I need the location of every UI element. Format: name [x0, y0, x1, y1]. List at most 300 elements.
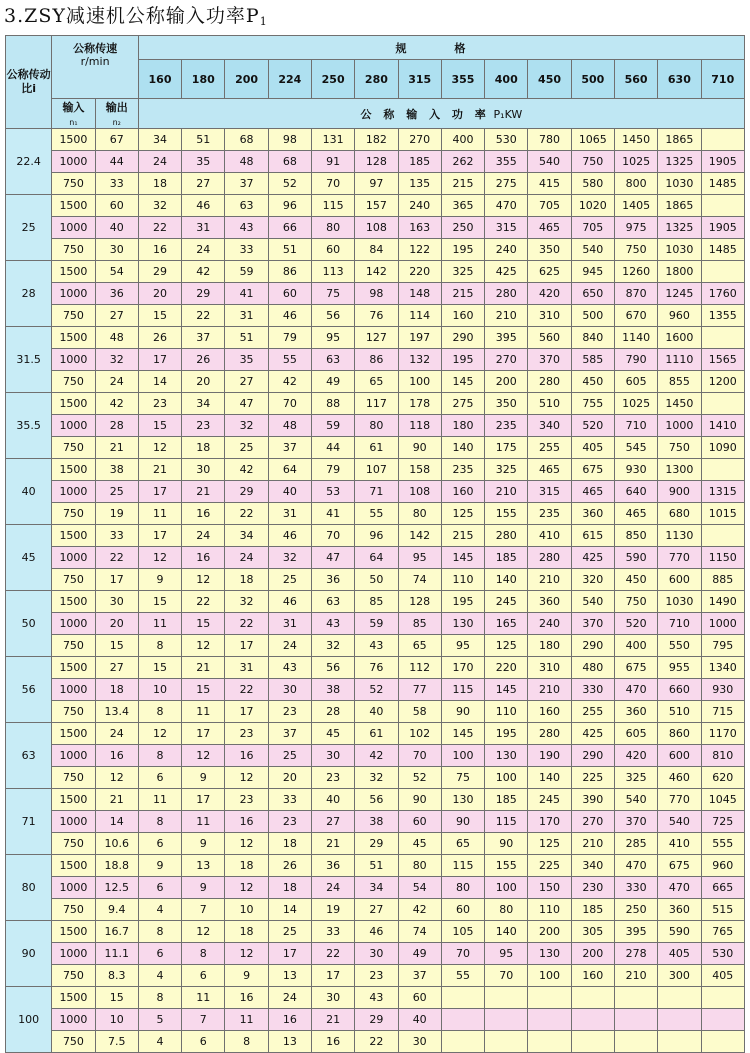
output-speed-cell: 22: [95, 547, 138, 569]
input-speed-cell: 1000: [52, 151, 95, 173]
power-value-cell: 148: [398, 283, 441, 305]
power-value-cell: 38: [311, 679, 354, 701]
power-value-cell: 30: [182, 459, 225, 481]
power-value-cell: 155: [485, 503, 528, 525]
power-value-cell: 28: [311, 701, 354, 723]
output-speed-cell: 8.3: [95, 965, 138, 987]
input-speed-cell: 1500: [52, 459, 95, 481]
power-value-cell: 355: [485, 151, 528, 173]
power-value-cell: 16: [182, 547, 225, 569]
power-value-cell: 18: [225, 921, 268, 943]
power-value-cell: 90: [398, 789, 441, 811]
power-value-cell: [571, 987, 614, 1009]
power-value-cell: [485, 1009, 528, 1031]
power-value-cell: 100: [485, 767, 528, 789]
table-row: [6, 327, 745, 349]
power-value-cell: 21: [182, 481, 225, 503]
table-row: [6, 657, 745, 679]
power-value-cell: 1065: [571, 129, 614, 151]
power-value-cell: 280: [485, 283, 528, 305]
table-row: [6, 481, 745, 503]
power-value-cell: 900: [658, 481, 701, 503]
output-speed-cell: 9.4: [95, 899, 138, 921]
power-value-cell: 15: [138, 591, 181, 613]
power-value-cell: 33: [225, 239, 268, 261]
power-value-cell: 29: [225, 481, 268, 503]
power-value-cell: 96: [268, 195, 311, 217]
power-value-cell: 16: [182, 503, 225, 525]
power-value-cell: 300: [658, 965, 701, 987]
table-row: [6, 723, 745, 745]
table-row: [6, 217, 745, 239]
power-value-cell: 88: [311, 393, 354, 415]
power-value-cell: 450: [614, 569, 657, 591]
output-speed-cell: 20: [95, 613, 138, 635]
power-value-cell: 360: [528, 591, 571, 613]
power-value-cell: 200: [528, 921, 571, 943]
power-value-cell: 46: [182, 195, 225, 217]
power-value-cell: 76: [355, 305, 398, 327]
power-value-cell: 27: [182, 173, 225, 195]
power-value-cell: 12: [225, 877, 268, 899]
power-value-cell: 23: [268, 811, 311, 833]
power-value-cell: 15: [182, 613, 225, 635]
power-value-cell: 1760: [701, 283, 744, 305]
table-row: [6, 899, 745, 921]
power-value-cell: 195: [441, 591, 484, 613]
power-value-cell: 245: [528, 789, 571, 811]
power-value-cell: 65: [441, 833, 484, 855]
power-value-cell: 18: [225, 569, 268, 591]
power-value-cell: [441, 1009, 484, 1031]
input-speed-cell: 750: [52, 833, 95, 855]
power-value-cell: 17: [182, 723, 225, 745]
size-header-cell: 630: [658, 60, 701, 99]
power-value-cell: 80: [485, 899, 528, 921]
power-value-cell: 470: [658, 877, 701, 899]
power-header: 公 称 输 入 功 率 P₁KW: [138, 99, 744, 129]
power-value-cell: 30: [355, 943, 398, 965]
output-speed-cell: 60: [95, 195, 138, 217]
output-speed-cell: 18.8: [95, 855, 138, 877]
output-speed-cell: 17: [95, 569, 138, 591]
output-speed-cell: 21: [95, 789, 138, 811]
table-row: [6, 767, 745, 789]
power-value-cell: 70: [311, 173, 354, 195]
power-value-cell: 640: [614, 481, 657, 503]
power-value-cell: 68: [268, 151, 311, 173]
power-value-cell: 75: [441, 767, 484, 789]
table-row: [6, 283, 745, 305]
power-value-cell: 285: [614, 833, 657, 855]
power-value-cell: 1340: [701, 657, 744, 679]
power-value-cell: 930: [701, 679, 744, 701]
output-speed-cell: 15: [95, 635, 138, 657]
power-value-cell: 30: [398, 1031, 441, 1053]
input-speed-cell: 1000: [52, 679, 95, 701]
power-value-cell: 55: [268, 349, 311, 371]
power-value-cell: 60: [311, 239, 354, 261]
power-value-cell: 315: [528, 481, 571, 503]
power-value-cell: 11: [138, 789, 181, 811]
power-value-cell: 715: [701, 701, 744, 723]
output-speed-cell: 18: [95, 679, 138, 701]
power-value-cell: 110: [528, 899, 571, 921]
power-value-cell: 540: [658, 811, 701, 833]
output-speed-cell: 44: [95, 151, 138, 173]
power-value-cell: 215: [441, 283, 484, 305]
power-value-cell: 42: [268, 371, 311, 393]
size-header-cell: 315: [398, 60, 441, 99]
power-value-cell: 80: [355, 415, 398, 437]
input-speed-cell: 1500: [52, 987, 95, 1009]
power-value-cell: 540: [614, 789, 657, 811]
power-value-cell: 17: [182, 789, 225, 811]
power-value-cell: 180: [528, 635, 571, 657]
power-value-cell: 860: [658, 723, 701, 745]
power-value-cell: 43: [355, 635, 398, 657]
power-value-cell: 1410: [701, 415, 744, 437]
power-value-cell: 1905: [701, 217, 744, 239]
table-row: [6, 415, 745, 437]
power-value-cell: [658, 987, 701, 1009]
power-value-cell: 235: [441, 459, 484, 481]
table-row: [6, 349, 745, 371]
power-value-cell: 12: [182, 569, 225, 591]
power-value-cell: 210: [528, 679, 571, 701]
power-rating-table: [5, 35, 745, 1053]
power-value-cell: 23: [182, 415, 225, 437]
power-value-cell: 55: [355, 503, 398, 525]
power-value-cell: 13: [268, 1031, 311, 1053]
power-value-cell: 795: [701, 635, 744, 657]
power-value-cell: [701, 195, 744, 217]
page-title: 3.ZSY减速机公称输入功率$P_1$: [4, 5, 268, 28]
power-value-cell: 23: [225, 789, 268, 811]
power-value-cell: 125: [485, 635, 528, 657]
table-row: [6, 811, 745, 833]
power-value-cell: 29: [182, 283, 225, 305]
power-value-cell: 470: [485, 195, 528, 217]
power-value-cell: 22: [311, 943, 354, 965]
power-value-cell: 540: [571, 239, 614, 261]
input-speed-cell: 1000: [52, 481, 95, 503]
power-value-cell: 615: [571, 525, 614, 547]
power-value-cell: 24: [182, 525, 225, 547]
output-speed-cell: 54: [95, 261, 138, 283]
power-value-cell: 32: [225, 591, 268, 613]
power-value-cell: 95: [398, 547, 441, 569]
power-value-cell: [701, 1009, 744, 1031]
table-row: [6, 613, 745, 635]
power-value-cell: 74: [398, 921, 441, 943]
power-value-cell: 25: [268, 569, 311, 591]
power-value-cell: 8: [138, 745, 181, 767]
power-value-cell: 14: [268, 899, 311, 921]
power-value-cell: 36: [311, 569, 354, 591]
power-value-cell: 32: [355, 767, 398, 789]
power-value-cell: 63: [225, 195, 268, 217]
power-value-cell: 68: [225, 129, 268, 151]
power-value-cell: 24: [268, 635, 311, 657]
power-value-cell: 23: [355, 965, 398, 987]
power-value-cell: 80: [441, 877, 484, 899]
size-header-cell: 710: [701, 60, 744, 99]
power-value-cell: 1325: [658, 151, 701, 173]
power-value-cell: 275: [485, 173, 528, 195]
power-value-cell: 1000: [658, 415, 701, 437]
power-value-cell: [614, 1031, 657, 1053]
output-speed-cell: 21: [95, 437, 138, 459]
power-value-cell: 51: [268, 239, 311, 261]
power-value-cell: 240: [398, 195, 441, 217]
power-value-cell: 960: [701, 855, 744, 877]
power-value-cell: 51: [225, 327, 268, 349]
power-value-cell: 705: [571, 217, 614, 239]
power-value-cell: 17: [138, 481, 181, 503]
power-value-cell: 37: [398, 965, 441, 987]
power-value-cell: 26: [182, 349, 225, 371]
power-value-cell: 1300: [658, 459, 701, 481]
power-value-cell: 32: [268, 547, 311, 569]
power-value-cell: 40: [355, 701, 398, 723]
output-speed-cell: 38: [95, 459, 138, 481]
power-value-cell: 34: [138, 129, 181, 151]
power-value-cell: 53: [311, 481, 354, 503]
power-value-cell: 84: [355, 239, 398, 261]
power-value-cell: 115: [485, 811, 528, 833]
power-value-cell: 1800: [658, 261, 701, 283]
power-value-cell: 960: [658, 305, 701, 327]
power-value-cell: [528, 1009, 571, 1031]
power-value-cell: 97: [355, 173, 398, 195]
power-value-cell: 6: [138, 943, 181, 965]
power-value-cell: 52: [398, 767, 441, 789]
power-value-cell: [485, 1031, 528, 1053]
output-speed-cell: 24: [95, 371, 138, 393]
output-speed-cell: 40: [95, 217, 138, 239]
power-value-cell: 280: [485, 525, 528, 547]
power-value-cell: 1865: [658, 195, 701, 217]
power-value-cell: 270: [571, 811, 614, 833]
power-value-cell: 160: [441, 305, 484, 327]
power-value-cell: 13: [268, 965, 311, 987]
output-speed-cell: 32: [95, 349, 138, 371]
power-value-cell: 13: [182, 855, 225, 877]
power-value-cell: 15: [138, 657, 181, 679]
table-row: [6, 789, 745, 811]
power-value-cell: 40: [268, 481, 311, 503]
power-value-cell: 470: [614, 679, 657, 701]
power-value-cell: [614, 987, 657, 1009]
power-value-cell: [701, 525, 744, 547]
power-value-cell: 35: [182, 151, 225, 173]
power-value-cell: 530: [701, 943, 744, 965]
power-value-cell: 34: [225, 525, 268, 547]
power-value-cell: 1110: [658, 349, 701, 371]
input-speed-cell: 1500: [52, 855, 95, 877]
table-row: [6, 833, 745, 855]
power-value-cell: 340: [528, 415, 571, 437]
power-value-cell: 125: [441, 503, 484, 525]
power-value-cell: 100: [528, 965, 571, 987]
table-row: [6, 261, 745, 283]
power-value-cell: 12: [138, 437, 181, 459]
power-value-cell: 145: [441, 723, 484, 745]
power-value-cell: 330: [571, 679, 614, 701]
input-speed-cell: 1000: [52, 943, 95, 965]
power-value-cell: 545: [614, 437, 657, 459]
power-value-cell: 290: [441, 327, 484, 349]
power-value-cell: 61: [355, 437, 398, 459]
power-value-cell: 235: [528, 503, 571, 525]
power-value-cell: 710: [658, 613, 701, 635]
power-value-cell: 56: [311, 657, 354, 679]
power-value-cell: 320: [571, 569, 614, 591]
power-value-cell: 110: [441, 569, 484, 591]
power-value-cell: 48: [225, 151, 268, 173]
power-value-cell: 480: [571, 657, 614, 679]
power-value-cell: 12: [182, 921, 225, 943]
power-value-cell: 1030: [658, 239, 701, 261]
power-value-cell: 70: [441, 943, 484, 965]
size-header-cell: 560: [614, 60, 657, 99]
power-value-cell: 102: [398, 723, 441, 745]
power-value-cell: 46: [268, 591, 311, 613]
power-value-cell: 770: [658, 547, 701, 569]
power-value-cell: 18: [268, 877, 311, 899]
table-row: [6, 459, 745, 481]
power-value-cell: 325: [614, 767, 657, 789]
power-value-cell: 23: [225, 723, 268, 745]
power-value-cell: 955: [658, 657, 701, 679]
power-value-cell: 60: [441, 899, 484, 921]
input-speed-cell: 750: [52, 701, 95, 723]
power-value-cell: 12: [138, 723, 181, 745]
ratio-cell: 31.5: [6, 327, 52, 393]
power-value-cell: 140: [528, 767, 571, 789]
power-value-cell: 128: [398, 591, 441, 613]
power-value-cell: 6: [182, 965, 225, 987]
power-value-cell: 450: [571, 371, 614, 393]
power-value-cell: 1485: [701, 239, 744, 261]
power-value-cell: 30: [311, 987, 354, 1009]
power-value-cell: 12: [225, 767, 268, 789]
power-value-cell: 750: [571, 151, 614, 173]
power-value-cell: 9: [182, 833, 225, 855]
input-speed-cell: 1000: [52, 811, 95, 833]
power-value-cell: 350: [528, 239, 571, 261]
ratio-cell: 100: [6, 987, 52, 1053]
power-value-cell: 43: [311, 613, 354, 635]
power-value-cell: 12: [182, 745, 225, 767]
power-value-cell: 47: [225, 393, 268, 415]
power-value-cell: 870: [614, 283, 657, 305]
table-row: [6, 679, 745, 701]
power-value-cell: 80: [311, 217, 354, 239]
power-value-cell: 330: [614, 877, 657, 899]
ratio-cell: 22.4: [6, 129, 52, 195]
input-speed-cell: 1500: [52, 789, 95, 811]
power-value-cell: 305: [571, 921, 614, 943]
power-value-cell: 48: [268, 415, 311, 437]
power-value-cell: 23: [311, 767, 354, 789]
input-speed-cell: 1500: [52, 327, 95, 349]
power-value-cell: 37: [268, 437, 311, 459]
power-value-cell: 360: [614, 701, 657, 723]
power-value-cell: 340: [571, 855, 614, 877]
power-value-cell: 37: [182, 327, 225, 349]
power-value-cell: 405: [571, 437, 614, 459]
power-value-cell: 38: [355, 811, 398, 833]
power-value-cell: 125: [528, 833, 571, 855]
output-speed-cell: 30: [95, 591, 138, 613]
power-value-cell: 185: [571, 899, 614, 921]
power-value-cell: 60: [268, 283, 311, 305]
power-value-cell: 415: [528, 173, 571, 195]
power-value-cell: 22: [182, 591, 225, 613]
power-value-cell: 20: [268, 767, 311, 789]
power-value-cell: 590: [658, 921, 701, 943]
power-value-cell: 405: [701, 965, 744, 987]
power-value-cell: 26: [138, 327, 181, 349]
power-value-cell: 23: [138, 393, 181, 415]
power-value-cell: 58: [398, 701, 441, 723]
power-value-cell: 90: [485, 833, 528, 855]
power-value-cell: [701, 393, 744, 415]
output-speed-cell: 33: [95, 525, 138, 547]
power-value-cell: 280: [528, 371, 571, 393]
power-value-cell: 11: [182, 701, 225, 723]
output-speed-cell: 28: [95, 415, 138, 437]
power-value-cell: 74: [398, 569, 441, 591]
input-speed-cell: 750: [52, 569, 95, 591]
power-value-cell: 32: [138, 195, 181, 217]
power-value-cell: 1905: [701, 151, 744, 173]
power-value-cell: 1000: [701, 613, 744, 635]
output-speed-cell: 12.5: [95, 877, 138, 899]
ratio-cell: 63: [6, 723, 52, 789]
power-value-cell: 405: [658, 943, 701, 965]
power-value-cell: 840: [571, 327, 614, 349]
power-value-cell: 17: [225, 635, 268, 657]
size-header-cell: 355: [441, 60, 484, 99]
power-value-cell: 9: [138, 855, 181, 877]
power-value-cell: 178: [398, 393, 441, 415]
size-header-cell: 200: [225, 60, 268, 99]
power-value-cell: 95: [485, 943, 528, 965]
power-value-cell: 11: [182, 987, 225, 1009]
power-value-cell: 75: [311, 283, 354, 305]
power-value-cell: 975: [614, 217, 657, 239]
power-value-cell: 79: [311, 459, 354, 481]
power-value-cell: 85: [355, 591, 398, 613]
power-value-cell: 59: [311, 415, 354, 437]
power-value-cell: 410: [658, 833, 701, 855]
power-value-cell: 145: [441, 371, 484, 393]
power-value-cell: 425: [571, 547, 614, 569]
power-value-cell: 135: [398, 173, 441, 195]
power-value-cell: 670: [614, 305, 657, 327]
power-value-cell: 625: [528, 261, 571, 283]
power-value-cell: 132: [398, 349, 441, 371]
power-value-cell: 275: [441, 393, 484, 415]
input-speed-cell: 1500: [52, 129, 95, 151]
table-row: [6, 393, 745, 415]
power-value-cell: 1405: [614, 195, 657, 217]
power-value-cell: 64: [355, 547, 398, 569]
power-value-cell: 465: [571, 481, 614, 503]
